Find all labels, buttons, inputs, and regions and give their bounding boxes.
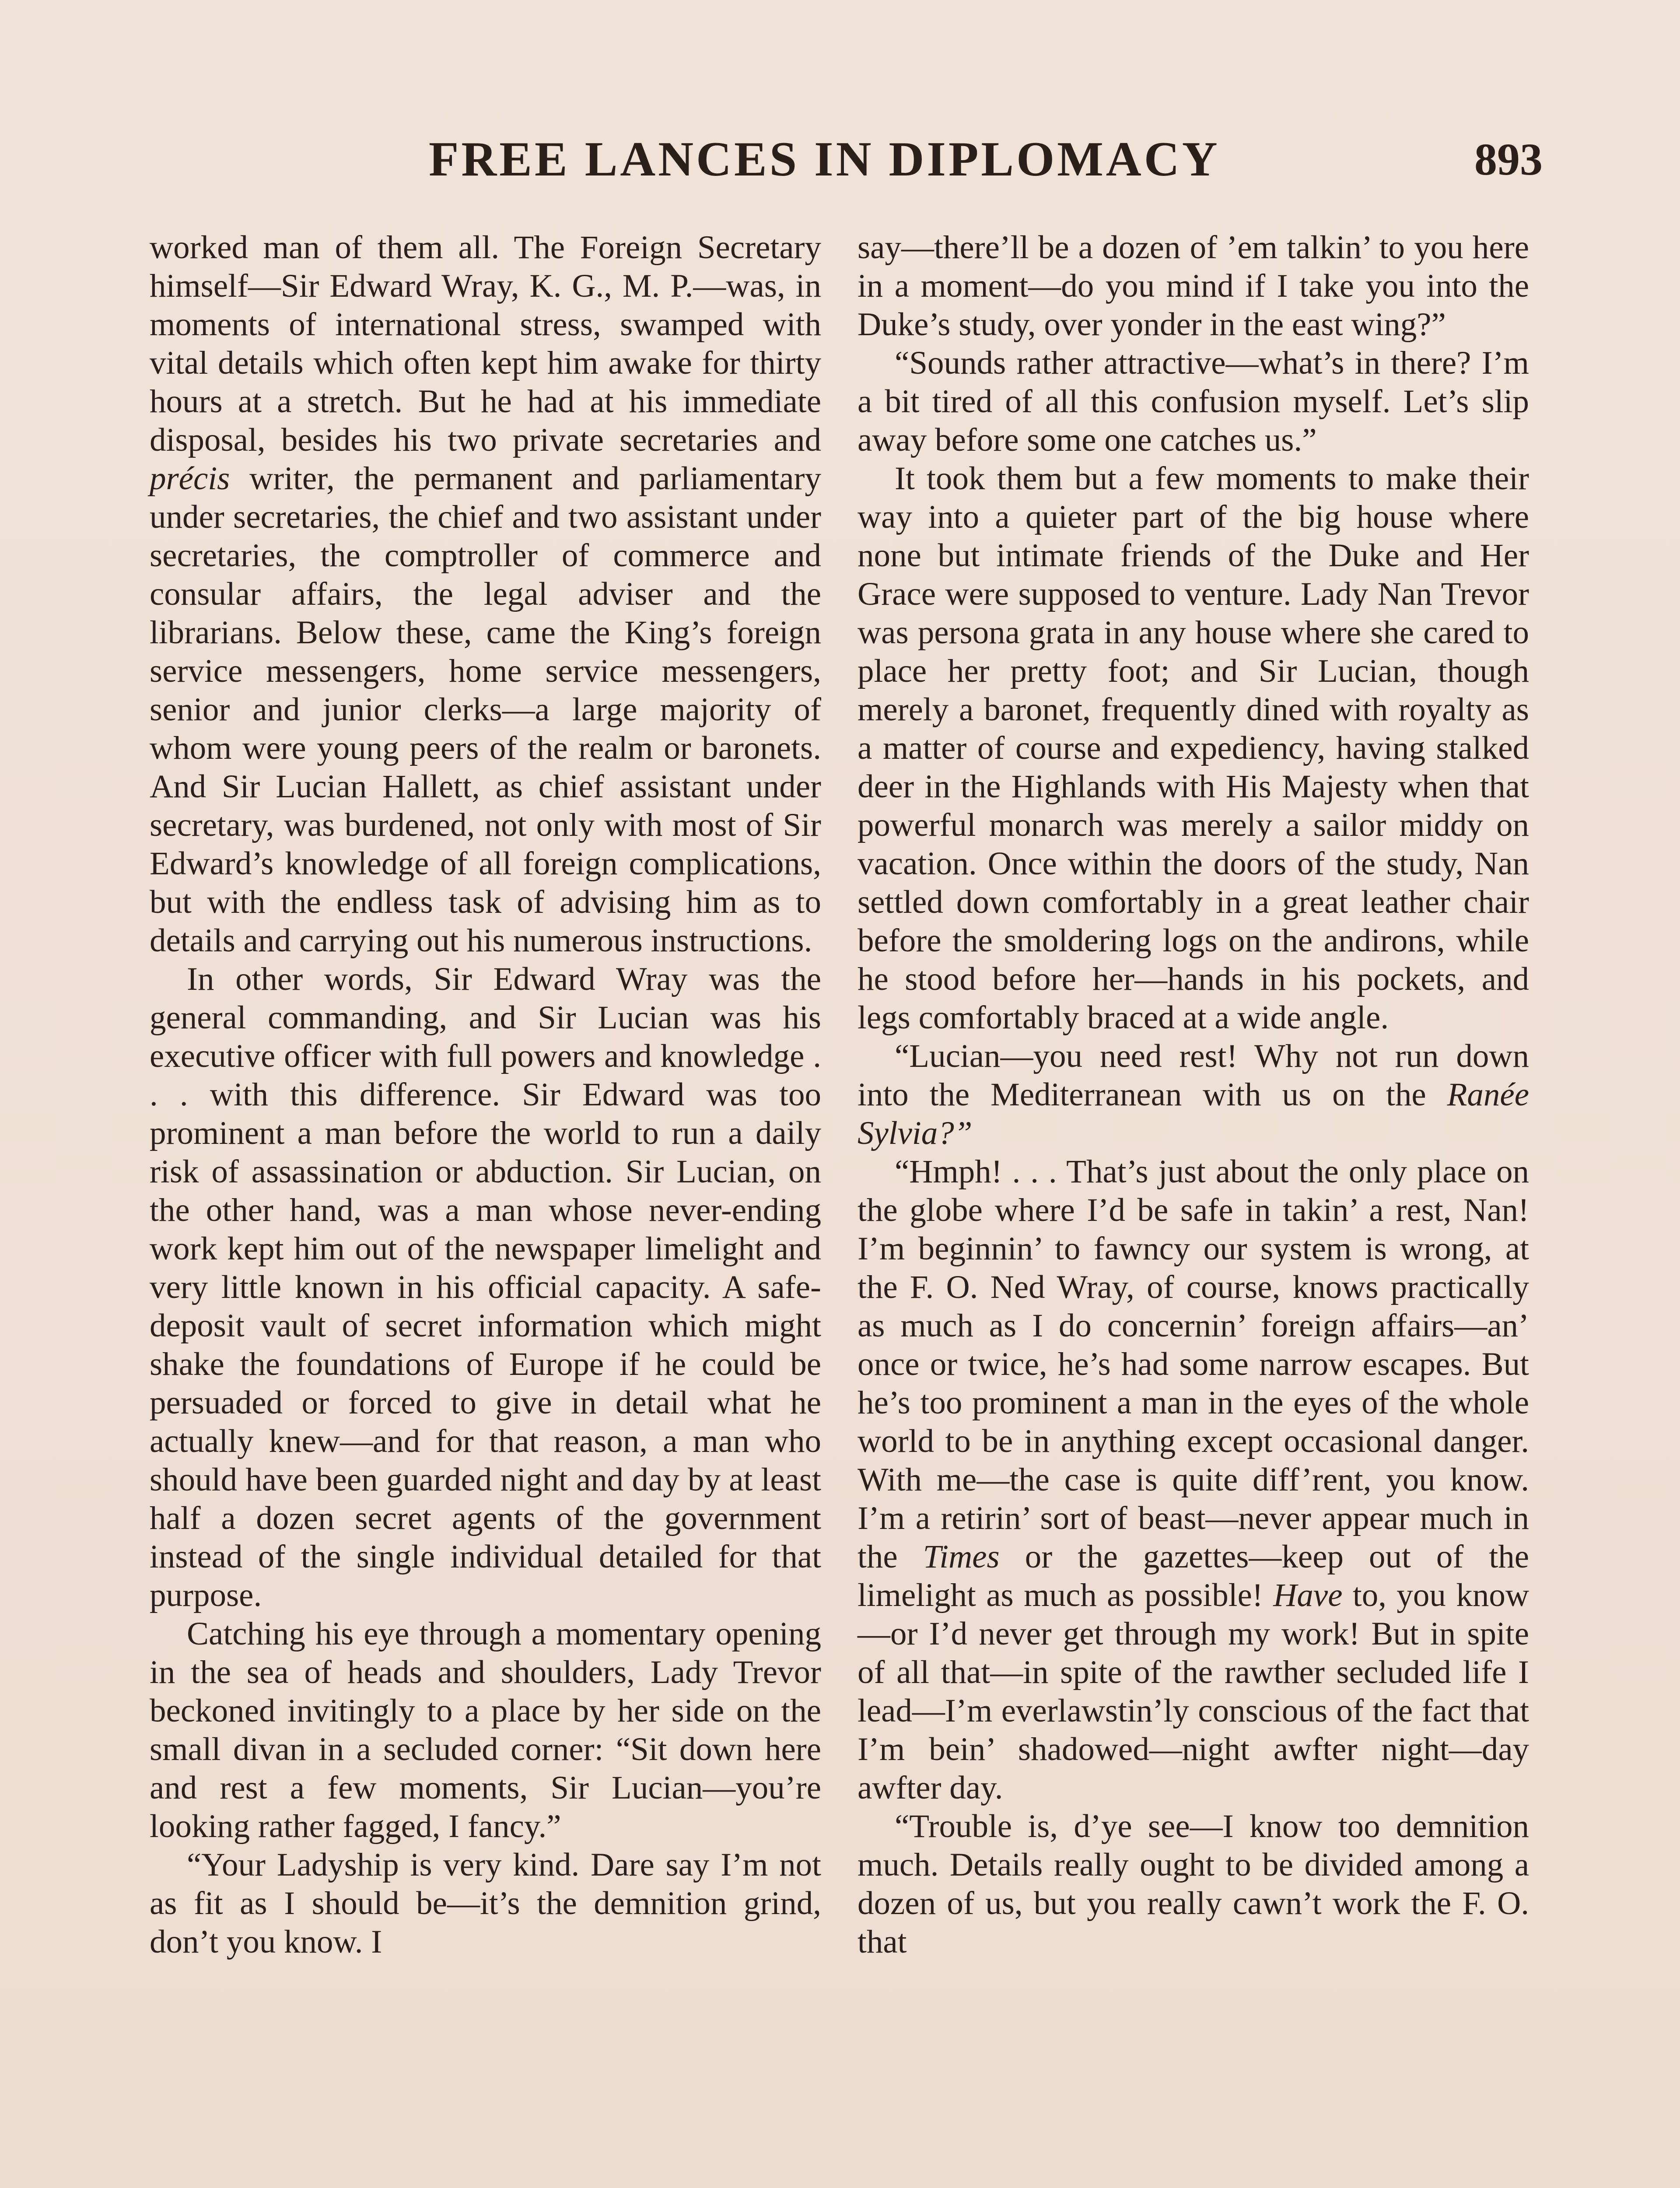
paragraph: “Your Ladyship is very kind. Dare say I’m not as fit as I should be—it’s the demnition grind, don’t you know. I <box>150 1847 821 1960</box>
italic-text: Times <box>923 1539 1000 1575</box>
text-run: to, you know—or I’d never get through my work! But in spite of all that—in spite of the rawther secluded life I lead—I’m everlawstin’ly conscious of the fact that I’m bein’ shadowed—night awfter night—day awfter day. <box>858 1577 1530 1806</box>
paragraph <box>150 228 821 960</box>
paragraph: It took them but a few moments to make their way into a quieter part of the big house where none but intimate friends of the Duke and Her Grace were supposed to venture. Lady Nan Trevor was persona grata in any house where she cared to place her pretty foot; and Sir Lucian, though merely a baronet, frequently dined with royalty as a matter of course and expediency, having stalked deer in the Highlands with His Majesty when that powerful monarch was merely a sailor middy on vacation. Once within the doors of the study, Nan settled down comfortably in a great leather chair before the smoldering logs on the andirons, while he stood before her—hands in his pockets, and legs comfortably braced at a wide angle. <box>858 460 1529 1036</box>
paragraph: “Sounds rather attractive—what’s in there? I’m a bit tired of all this confusion myself. Let’s slip away before some one catches us.” <box>858 345 1529 458</box>
paragraph: say—there’ll be a dozen of ’em talkin’ to you here in a moment—do you mind if I take you into the Duke’s study, over yonder in the east wing?” <box>858 229 1529 343</box>
text-run: or the gazettes—keep out of the limelight as much as possible! <box>858 1539 1529 1613</box>
paragraph <box>858 1153 1529 1807</box>
right-column <box>858 228 1529 1961</box>
italic-text: précis <box>150 460 230 497</box>
paragraph: “Trouble is, d’ye see—I know too demnition much. Details really ought to be divided among a dozen of us, but you really cawn’t work the F. O. that <box>858 1808 1529 1960</box>
italic-text: Ranée Sylvia?” <box>858 1076 1529 1151</box>
paragraph: In other words, Sir Edward Wray was the general commanding, and Sir Lucian was his executive officer with full powers and knowledge . . . with this difference. Sir Edward was too prominent a man before the world to run a daily risk of assassination or abduction. Sir Lucian, on the other hand, was a man whose never-ending work kept him out of the newspaper limelight and very little known in his official capacity. A safe-deposit vault of secret information which might shake the foundations of Europe if he could be persuaded or forced to give in detail what he actually knew—and for that reason, a man who should have been guarded night and day by at least half a dozen secret agents of the government instead of the single individual detailed for that purpose. <box>150 961 821 1613</box>
page-number: 893 <box>1474 134 1543 185</box>
paragraph: Catching his eye through a momentary opening in the sea of heads and shoulders, Lady Trevor beckoned invitingly to a place by her side on the small divan in a secluded corner: “Sit down here and rest a few moments, Sir Lucian—you’re looking rather fagged, I fancy.” <box>150 1616 821 1844</box>
text-run: worked man of them all. The Foreign Secretary himself—Sir Edward Wray, K. G., M. P.—was, in moments of international stress, swamped with vital details which often kept him awake for thirty hours at a stretch. But he had at his immediate disposal, besides his two private secretaries and <box>150 229 821 458</box>
italic-text: Have <box>1273 1577 1343 1613</box>
left-column <box>150 228 821 1961</box>
paragraph <box>858 1037 1529 1153</box>
text-run: “Hmph! . . . That’s just about the only place on the globe where I’d be safe in takin’ a rest, Nan! I’m beginnin’ to fawncy our system is wrong, at the F. O. Ned Wray, of course, knows practically as much as I do concernin’ foreign affairs—an’ once or twice, he’s had some narrow escapes. But he’s too prominent a man in the eyes of the whole world to be in anything except occasional danger. With me—the case is quite diff’rent, you know. I’m a retirin’ sort of beast—never appear much in the <box>858 1154 1529 1575</box>
text-run: writer, the permanent and parliamentary under secretaries, the chief and two assistant under secretaries, the comptroller of commerce and consular affairs, the legal adviser and the librarians. Below these, came the King’s foreign service messengers, home service messengers, senior and junior clerks—a large majority of whom were young peers of the realm or baronets. And Sir Lucian Hallett, as chief assistant under secretary, was burdened, not only with most of Sir Edward’s knowledge of all foreign complications, but with the endless task of advising him as to details and carrying out his numerous instructions. <box>150 460 821 959</box>
running-header: FREE LANCES IN DIPLOMACY <box>429 132 1220 186</box>
text-run: “Lucian—you need rest! Why not run down into the Mediterranean with us on the <box>858 1038 1529 1113</box>
